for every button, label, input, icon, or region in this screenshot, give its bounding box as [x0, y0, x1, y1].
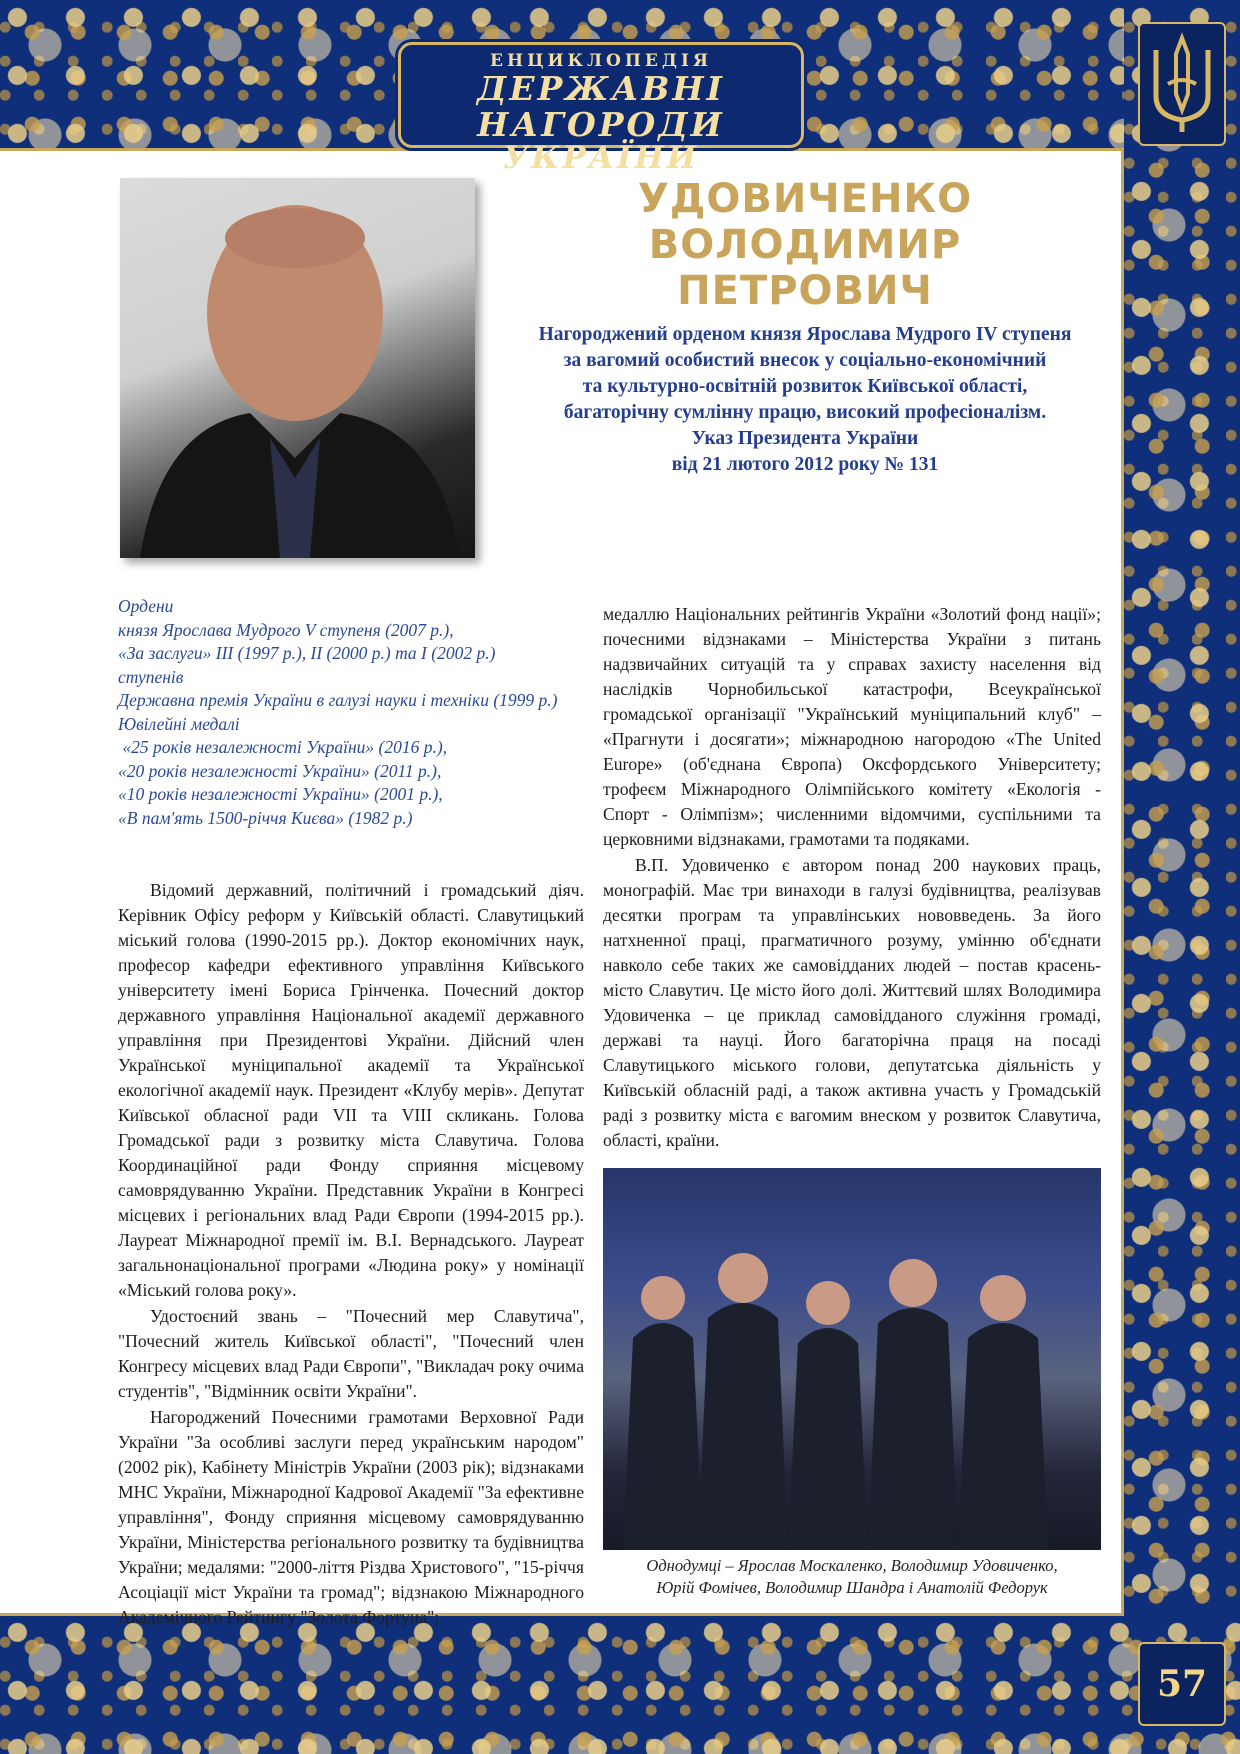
photo-caption — [603, 1555, 1101, 1599]
honors-item: ступенів — [118, 666, 184, 687]
award-line: багаторічну сумлінну працю, високий професіоналізм. — [563, 402, 1047, 423]
biography-right-column — [603, 602, 1101, 1154]
trident-icon — [1140, 24, 1224, 144]
group-photo-figures — [603, 1168, 1101, 1550]
honors-item: Ювілейні медалі — [118, 713, 240, 734]
honors-item: Ордени — [118, 596, 174, 616]
bio-paragraph: Нагороджений Почесними грамотами Верховної Ради України "За особливі заслуги перед українським народом" (2002 рік), Кабінету Міністрів України (2003 рік); відзнаками МНС України, Міжнародної Кадрової Академії "За ефективне управління", Фонду сприяння місцевому самоврядуванню України, Міністерства регіонального розвитку та будівництва України; медалями: "2000-ліття Різдва Христового", "15-річчя Асоціації міст України та громад"; відзнакою Міжнародного Академічного Рейтингу "Золота Фортуна"; — [118, 1407, 584, 1627]
encyclopedia-label: ЕНЦИКЛОПЕДІЯ — [490, 51, 712, 71]
portrait-figure — [120, 178, 475, 558]
bio-paragraph: В.П. Удовиченко є автором понад 200 наукових праць, монографій. Має три винаходи в галузі будівництва, реалізував десятки програм та управлінських нововведень. За його натхненної праці, прагматичного розуму, умінню об'єднати навколо себе таких же самовідданих людей – постав красень-місто Славутич. Це місто його долі. Життєвий шлях Володимира Удовиченка – це приклад самовідданого служіння громаді, державі та науці. Його багаторічна праця на посаді Славутицького міського голови, депутатська діяльність у Київській обласній раді, а також активна участь у Громадській раді з розвитку міста є вагомим внеском у розвиток Славутича, області, країни. — [603, 855, 1101, 1150]
series-title: ДЕРЖАВНІ НАГОРОДИ — [477, 69, 725, 144]
ornament-bottom-border — [0, 1615, 1240, 1754]
bio-paragraph: Відомий державний, політичний і громадський діяч. Керівник Офісу реформ у Київській області. Славутицький міський голова (1990-2015 рр.). Доктор економічних наук, професор кафедри ефективного управління Київського університету імені Бориса Грінченка. Почесний доктор державного управління Національної академії державного управління при Президентові України. Дійсний член Української муніципальної академії та Української екологічної академії наук. Президент «Клубу мерів». Депутат Київської обласної ради VII та VIII скликань. Голова Громадської ради з розвитку міста Славутича. Голова Координаційної ради Фонду сприяння місцевому самоврядуванню України. Представник України в Конгресі місцевих і регіональних влад Ради Європи (1994-2015 рр.). Лауреат Міжнародної премії ім. В.І. Вернадського. Лауреат загальнонаціональної програми «Людина року» у номінації «Міський голова року». — [118, 880, 584, 1300]
page-number: 57 — [1138, 1642, 1226, 1726]
award-line: та культурно-освітній розвиток Київської області, — [582, 376, 1028, 397]
first-name: ВОЛОДИМИР — [648, 222, 962, 268]
honors-item: «В пам'ять 1500-річчя Києва» (1982 р.) — [118, 807, 413, 828]
encyclopedia-title-plate — [398, 42, 804, 176]
caption-line: Однодумці – Ярослав Москаленко, Володимир Удовиченко, — [646, 1556, 1058, 1575]
honors-item: «20 років незалежності України» (2011 р.), — [118, 760, 442, 781]
emblem-plate — [1138, 22, 1226, 146]
bio-paragraph: Удостоєний звань – "Почесний мер Славутича", "Почесний житель Київської області", "Почесний член Конгресу місцевих влад Ради Європи", "Викладач року очима студентів", "Відмінник освіти України". — [118, 1306, 584, 1401]
surname: УДОВИЧЕНКО — [637, 176, 973, 222]
portrait-photo — [120, 178, 475, 558]
award-line: Нагороджений орденом князя Ярослава Мудрого IV ступеня — [538, 324, 1072, 345]
caption-line: Юрій Фомічев, Володимир Шандра і Анатолій Федорук — [656, 1578, 1048, 1597]
honors-item: Державна премія України в галузі науки і техніки (1999 р.) — [118, 690, 558, 710]
group-photo — [603, 1168, 1101, 1550]
honors-item: «За заслуги» III (1997 р.), II (2000 р.) та I (2002 р.) — [118, 643, 496, 663]
honors-item: «25 років незалежності України» (2016 р.), — [118, 737, 448, 757]
award-line: за вагомий особистий внесок у соціально-економічний — [563, 350, 1047, 371]
award-line: Указ Президента України — [691, 428, 919, 449]
award-line: від 21 лютого 2012 року № 131 — [671, 454, 939, 475]
honors-item: князя Ярослава Мудрого V ступеня (2007 р.), — [118, 619, 454, 640]
ornament-right-border — [1124, 0, 1240, 1754]
patronymic: ПЕТРОВИЧ — [677, 268, 933, 314]
bio-paragraph: медаллю Національних рейтингів України «Золотий фонд нації»; почесними відзнаками – Міністерства України з питань надзвичайних ситуацій та у справах захисту населення від наслідків Чорнобильської катастрофи, Всеукраїнської громадської організації "Український муніципальний клуб" – «Прагнути і досягати»; міжнародною нагородою «The United Europe» (об'єднана Європа) Оксфордського Університету; трофеєм Міжнародного Олімпійського комітету «Екологія - Спорт - Олімпізм»; численними відомчими, суспільними та церковними відзнаками, грамотами та подяками. — [603, 604, 1101, 849]
series-subtitle: УКРАЇНИ — [503, 140, 699, 176]
honors-list — [118, 595, 588, 830]
award-citation — [500, 322, 1110, 478]
biography-left-column — [118, 878, 584, 1631]
honors-item: «10 років незалежності України» (2001 р.), — [118, 784, 443, 804]
person-name — [595, 176, 1015, 314]
